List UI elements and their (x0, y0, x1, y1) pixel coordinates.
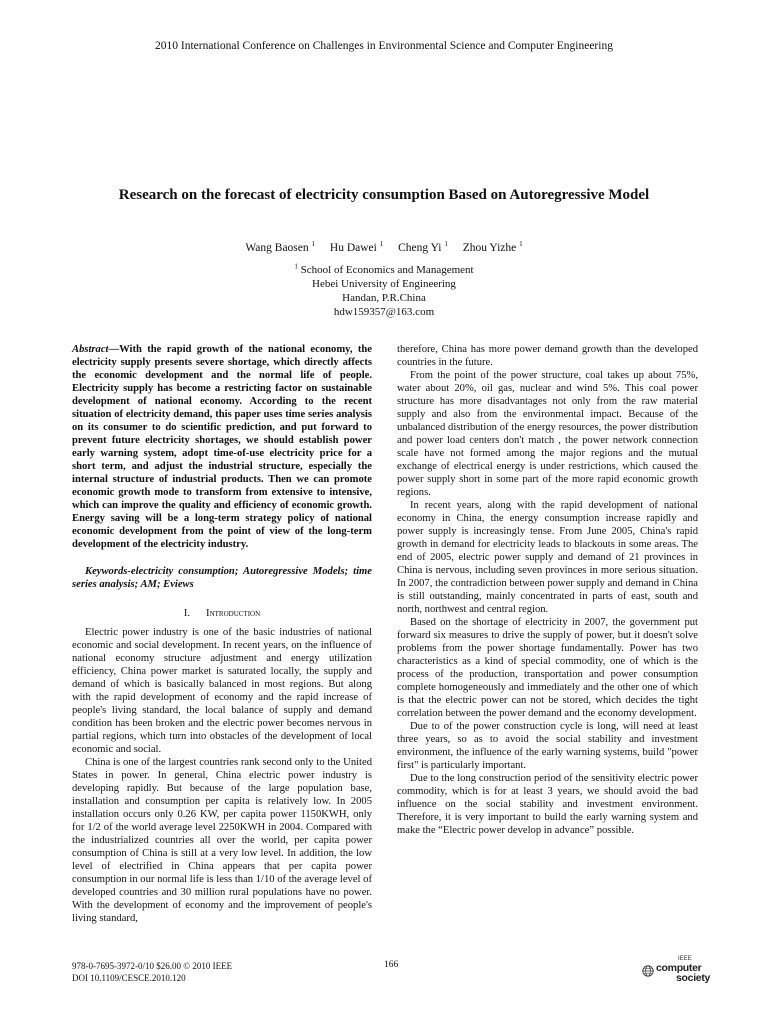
isbn-line: 978-0-7695-3972-0/10 $26.00 © 2010 IEEE (72, 961, 233, 971)
author: Hu Dawei $^1$ (329, 240, 384, 254)
section-heading: I. Introduction (183, 608, 261, 619)
affiliation-university: Hebei University of Engineering (312, 278, 456, 290)
author-list (0, 242, 768, 254)
conference-header: 2010 International Conference on Challenges in Environmental Science and Computer Engineering (155, 40, 613, 52)
body-paragraph: Due to the long construction period of the sensitivity electric power commodity, which is for at least 3 years, we should avoid the bad influence on the social stability and investment environment. Therefore, it is very important to build the early warning system and make the “Electric power develop in advance” possible. (397, 773, 698, 836)
author: Cheng Yi $^1$ (398, 240, 448, 254)
keywords: Keywords-electricity consumption; Autoregressive Models; time series analysis; AM; Eviews (72, 566, 372, 590)
globe-icon (642, 965, 654, 977)
author: Zhou Yizhe $^1$ (462, 240, 523, 254)
body-paragraph: In recent years, along with the rapid development of national economy in China, the energy consumption increase rapidly and power supply is increasingly tense. From June 2005, China's rapid growth in demand for electricity leads to blackouts in some areas. The end of 2005, electric power supply and demand of 21 provinces in China is nervous, including seven provinces in more serious situation. In 2007, the contradiction between power supply and demand in China is still outstanding, mainly concentrated in parts of east, south and north, northwest and central region. (397, 500, 698, 615)
abstract-label: Abstract (72, 344, 109, 355)
paper-title: Research on the forecast of electricity consumption Based on Autoregressive Model (118, 187, 650, 203)
author: Wang Baosen $^1$ (245, 240, 316, 254)
right-column (397, 343, 698, 837)
affiliation-block (0, 263, 768, 319)
doi-line: DOI 10.1109/CESCE.2010.120 (72, 973, 186, 983)
footer-copyright (72, 960, 232, 984)
page-number: 166 (384, 960, 399, 970)
body-paragraph: Based on the shortage of electricity in 2007, the government put forward six measures to drive the supply of power, but it doesn't solve problems from the power shortage fundamentally. Power has two characteristics as a kind of special commodity, one of which is the process of the production, transportation and power consumption complete homogeneously and immediately and the other one of which is that the electric power can not be stored, which decides the tight correlation between the power demand and the economy development. (397, 617, 698, 719)
body-paragraph: From the point of the power structure, coal takes up about 75%, water about 20%, oil gas, nuclear and wind 5%. This coal power structure has more disadvantages not only from the raw material supply and also from the environmental impact. Because of the unbalanced distribution of the energy resources, the power distribution and power load centers don't match , the power network connection scale have not formed among the major regions and the mutual exchange of electrical energy is under restrictions, which caused the power supply short in some part of the more rapid economic growth regions. (397, 370, 698, 498)
affiliation-city: Handan, P.R.China (342, 292, 426, 304)
author-email: hdw159357@163.com (333, 306, 435, 318)
body-paragraph-continued: therefore, China has more power demand growth than the developed countries in the future. (397, 344, 698, 368)
affiliation-school: $^1$ School of Economics and Management (294, 262, 474, 276)
body-paragraph: Due to of the power construction cycle is long, will need at least three years, so as to avoid the social stability and investment environment, the influence of the early warning systems, build "power first" is particularly important. (397, 721, 698, 771)
left-column (72, 343, 372, 925)
abstract-text: With the rapid growth of the national economy, the electricity supply presents severe shortage, which directly affects the economic development and the normal life of people. Electricity supply has become a restricting factor on sustainable development of national economy. According to the recent situation of electricity demand, this paper uses time series analysis on its consumer to do scientific prediction, and put forward to prevent future electricity shortages, we should establish power early warning system, adopt time-of-use electricity price for a short term, and adjust the industrial structure, especially the internal structure of industrial products. Then we can promote economic growth mode to transform from extensive to intensive, which can improve the quality and efficiency of economic growth. Energy saving will be a long-term strategy policy of national economic development from the point of view of the long-term development of the electricity industry. (72, 344, 372, 550)
abstract: Abstract—With the rapid growth of the national economy, the electricity supply presents severe shortage, which directly affects the economic development and the normal life of people. Electricity supply has become a restricting factor on sustainable development of national economy. According to the recent situation of electricity demand, this paper uses time series analysis on its consumer to do scientific prediction, and put forward to prevent future electricity shortages, we should establish power early warning system, adopt time-of-use electricity price for a short term, and adjust the industrial structure, especially the internal structure of industrial products. Then we can promote economic growth mode to transform from extensive to intensive, which can improve the quality and efficiency of economic growth. Energy saving will be a long-term strategy policy of national economic development from the point of view of the long-term development of the electricity industry. (72, 344, 372, 550)
body-paragraph: Electric power industry is one of the basic industries of national economic and social development. In recent years, on the influence of national economy structure adjustment and energy utilization efficiency, China power market is saturated locally, the supply and demand of which is basically balanced in most regions. But along with the rapid development of economy and the rapid increase of people's living standard, the local balance of supply and demand condition has been broken and the electric power becomes nervous in partial regions, which turn into obstacles of the development of local economic and social. (72, 627, 372, 755)
ieee-computer-society-logo: IEEE computer society (640, 956, 710, 986)
body-paragraph: China is one of the largest countries rank second only to the United States in power. In general, China electric power industry is developing rapidly. But because of the large population base, installation and consumption per capita is relatively low. In 2005 installation occurs only 0.26 KW, per capita power 1150KWH, only for 1/2 of the world average level 2250KWH in 2004. Compared with the industrialized countries all over the world, per capita power consumption of China is still at a very low level. In addition, the low level of electrified in China appears that per capita power consumption in our normal life is less than 1/10 of the average level of developed countries and 30 million rural populations have no power. With the development of economy and the improvement of people's living standard, (72, 757, 372, 924)
